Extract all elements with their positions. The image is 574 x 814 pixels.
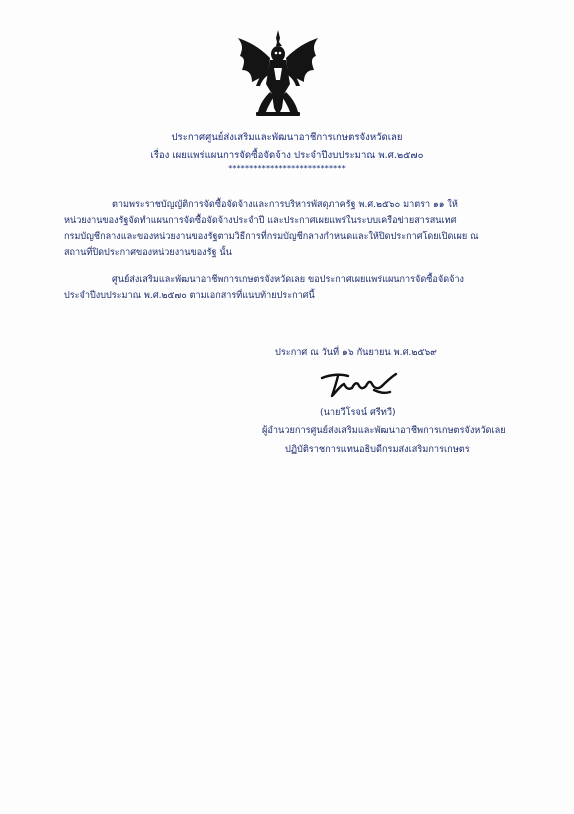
signer-acting-position: ปฏิบัติราชการแทนอธิบดีกรมส่งเสริมการเกษตร (285, 444, 470, 455)
signer-position: ผู้อำนวยการศูนย์ส่งเสริมและพัฒนาอาชีพการเกษตรจังหวัดเลย (262, 425, 506, 436)
garuda-emblem-icon (232, 28, 324, 120)
announcement-title: ประกาศศูนย์ส่งเสริมและพัฒนาอาชีการเกษตรจังหวัดเลย (171, 132, 403, 143)
paragraph-1-line-4: สถานที่ปิดประกาศของหน่วยงานของรัฐ นั้น (64, 248, 232, 258)
paragraph-2-line-2: ประจำปีงบประมาณ พ.ศ.๒๕๗๐ ตามเอกสารที่แนบท้ายประกาศนี้ (64, 291, 315, 301)
paragraph-1-line-2: หน่วยงานของรัฐจัดทำแผนการจัดซื้อจัดจ้างประจำปี และประกาศเผยแพร่ในระบบเครือข่ายสารสนเทศ (64, 216, 457, 226)
paragraph-2-line-1: ศูนย์ส่งเสริมและพัฒนาอาชีพการเกษตรจังหวัดเลย ขอประกาศเผยแพร่แผนการจัดซื้อจัดจ้าง (112, 275, 464, 285)
paragraph-1-line-1: ตามพระราชบัญญัติการจัดซื้อจัดจ้างและการบริหารพัสดุภาครัฐ พ.ศ.๒๕๖๐ มาตรา ๑๑ ให้ (112, 200, 458, 210)
signer-name: (นายวีโรจน์ ศรีทวี) (320, 407, 396, 418)
announcement-date: ประกาศ ณ วันที่ ๑๖ กันยายน พ.ศ.๒๕๖๙ (275, 347, 437, 358)
handwritten-signature (318, 368, 402, 402)
announcement-subject: เรื่อง เผยแพร่แผนการจัดซื้อจัดจ้าง ประจำปีงบประมาณ พ.ศ.๒๕๗๐ (150, 150, 424, 161)
paragraph-1-line-3: กรมบัญชีกลางและของหน่วยงานของรัฐตามวิธีการที่กรมบัญชีกลางกำหนดและให้ปิดประกาศโดยเปิดเผย ณ (64, 232, 479, 242)
title-separator: **************************** (228, 164, 346, 173)
